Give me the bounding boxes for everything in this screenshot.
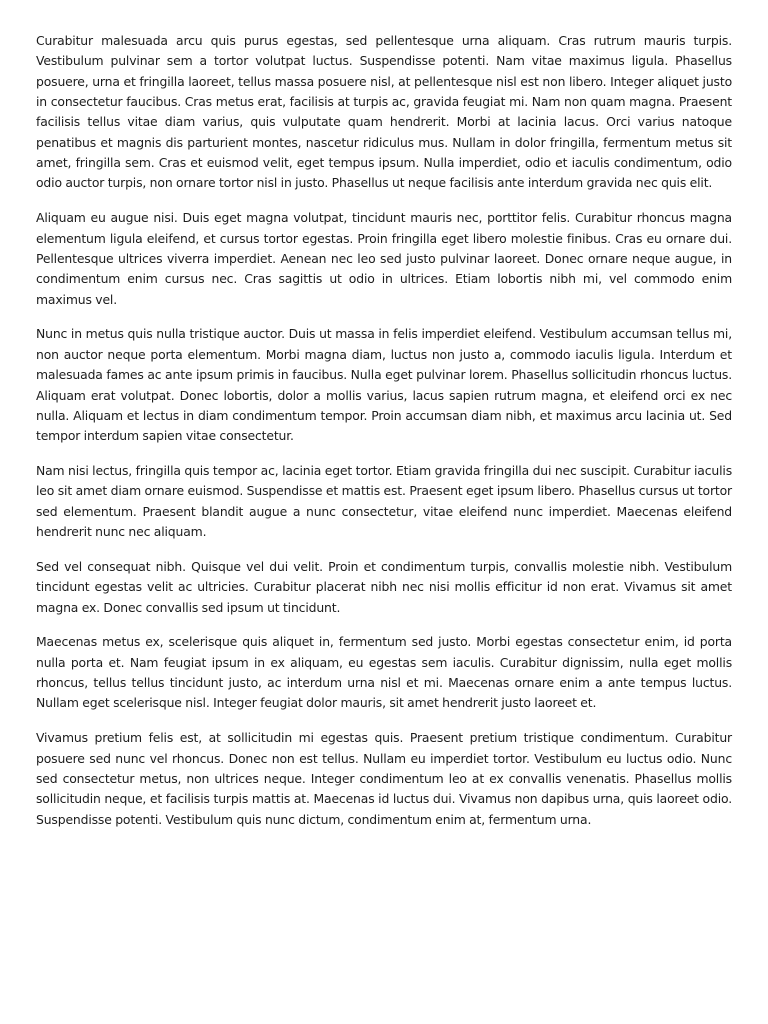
paragraph-3: Nunc in metus quis nulla tristique auctor. Duis ut massa in felis imperdiet eleifend. Vestibulum accumsan tellus mi, non auctor neque porta elementum. Morbi magna diam, luctus non justo a, commodo iaculis ligula. Interdum et malesuada fames ac ante ipsum primis in faucibus. Nulla eget pulvinar lorem. Phasellus sollicitudin rhoncus luctus. Aliquam erat volutpat. Donec lobortis, dolor a mollis varius, lacus sapien rutrum magna, et eleifend orci ex nec nulla. Aliquam et lectus in diam condimentum tempor. Proin accumsan diam nibh, et maximus arcu lacinia ut. Sed tempor interdum sapien vitae consectetur. [36, 326, 732, 444]
paragraph-6: Maecenas metus ex, scelerisque quis aliquet in, fermentum sed justo. Morbi egestas consectetur enim, id porta nulla porta et. Nam feugiat ipsum in ex aliquam, eu egestas sem iaculis. Curabitur dignissim, nulla eget mollis rhoncus, tellus tellus tincidunt justo, ac interdum urna nisl et mi. Maecenas ornare enim a ante tempus luctus. Nullam eget scelerisque nisl. Integer feugiat dolor mauris, sit amet hendrerit justo laoreet et. [36, 634, 732, 711]
paragraph-7: Vivamus pretium felis est, at sollicitudin mi egestas quis. Praesent pretium tristique condimentum. Curabitur posuere sed nunc vel rhoncus. Donec non est tellus. Nullam eu imperdiet tortor. Vestibulum eu luctus odio. Nunc sed consectetur metus, non ultrices neque. Integer condimentum leo at ex convallis venenatis. Phasellus mollis sollicitudin neque, et facilisis turpis mattis at. Maecenas id luctus dui. Vivamus non dapibus urna, quis laoreet odio. Suspendisse potenti. Vestibulum quis nunc dictum, condimentum enim at, fermentum urna. [36, 730, 732, 827]
paragraph-2: Aliquam eu augue nisi. Duis eget magna volutpat, tincidunt mauris nec, porttitor felis. Curabitur rhoncus magna elementum ligula eleifend, et cursus tortor egestas. Proin fringilla eget libero molestie finibus. Cras eu ornare dui. Pellentesque ultrices viverra imperdiet. Aenean nec leo sed justo pulvinar laoreet. Donec ornare neque augue, in condimentum enim cursus nec. Cras sagittis ut odio in ultrices. Etiam lobortis nibh mi, vel commodo enim maximus vel. [36, 210, 732, 307]
document-body [36, 31, 732, 845]
paragraph-5: Sed vel consequat nibh. Quisque vel dui velit. Proin et condimentum turpis, convallis molestie nibh. Vestibulum tincidunt egestas velit ac ultricies. Curabitur placerat nibh nec nisi mollis efficitur id non erat. Vivamus sit amet magna ex. Donec convallis sed ipsum ut tincidunt. [36, 558, 732, 615]
paragraph-4: Nam nisi lectus, fringilla quis tempor ac, lacinia eget tortor. Etiam gravida fringilla dui nec suscipit. Curabitur iaculis leo sit amet diam ornare euismod. Suspendisse et mattis est. Praesent eget ipsum libero. Phasellus cursus ut tortor sed elementum. Praesent blandit augue a nunc consectetur, vitae eleifend nunc imperdiet. Maecenas eleifend hendrerit nunc nec aliquam. [36, 463, 732, 540]
paragraph-1: Curabitur malesuada arcu quis purus egestas, sed pellentesque urna aliquam. Cras rutrum mauris turpis. Vestibulum pulvinar sem a tortor volutpat luctus. Suspendisse potenti. Nam vitae maximus ligula. Phasellus posuere, urna et fringilla laoreet, tellus massa posuere nisl, at pellentesque nisl est non libero. Integer aliquet justo in consectetur faucibus. Cras metus erat, facilisis at turpis ac, gravida feugiat mi. Nam non quam magna. Praesent facilisis tellus vitae diam varius, quis vulputate quam hendrerit. Morbi at lacinia lacus. Orci varius natoque penatibus et magnis dis parturient montes, nascetur ridiculus mus. Nullam in dolor fringilla, fermentum metus sit amet, fringilla sem. Cras et euismod velit, eget tempus ipsum. Nulla imperdiet, odio et iaculis condimentum, odio odio auctor turpis, non ornare tortor nisl in justo. Phasellus ut neque facilisis ante interdum gravida nec quis elit. [36, 33, 732, 191]
